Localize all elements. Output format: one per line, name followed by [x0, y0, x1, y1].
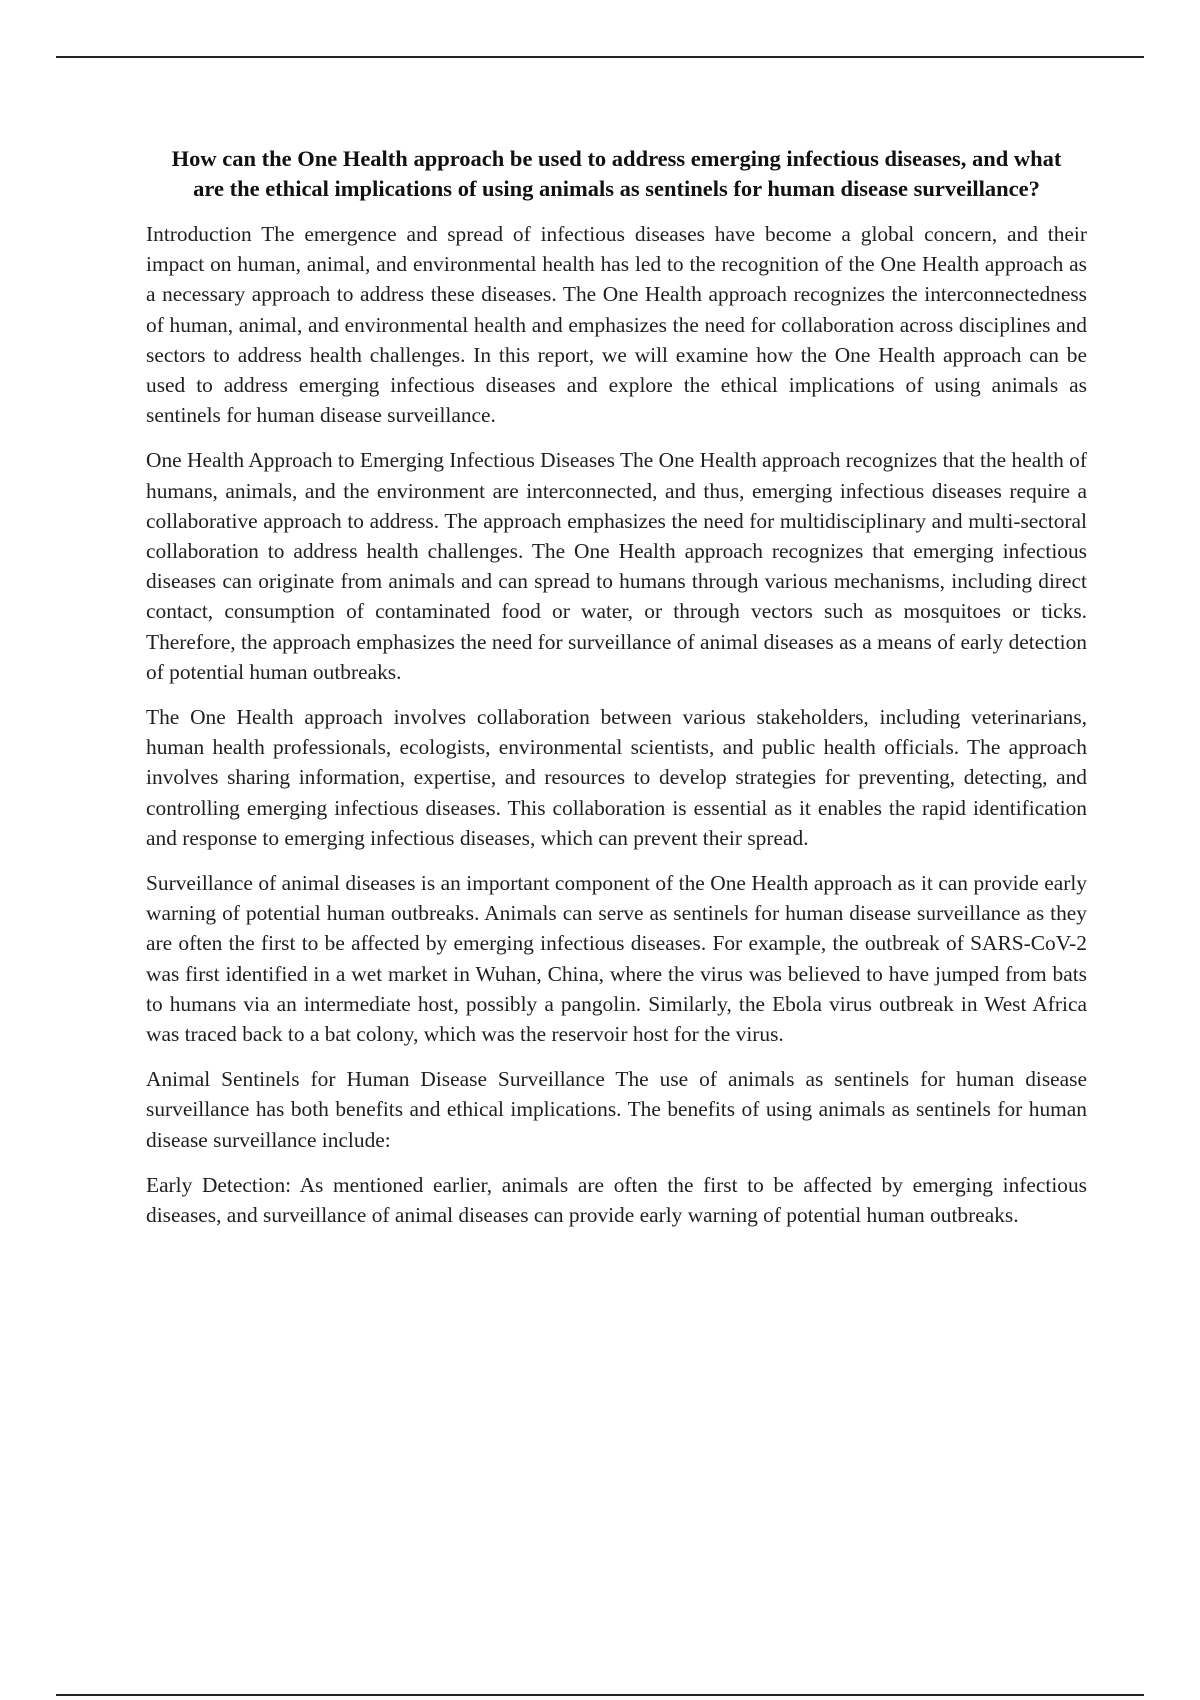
bottom-rule [56, 1694, 1144, 1696]
paragraph-animal-sentinels: Animal Sentinels for Human Disease Surveillance The use of animals as sentinels for human disease surveillance has both benefits and ethical implications. The benefits of using animals as sentinels for human disease surveillance include: [146, 1067, 1087, 1152]
paragraph-introduction: Introduction The emergence and spread of infectious diseases have become a global concern, and their impact on human, animal, and environmental health has led to the recognition of the One Health approach as a necessary approach to address these diseases. The One Health approach recognizes the interconnectedness of human, animal, and environmental health and emphasizes the need for collaboration across disciplines and sectors to address health challenges. In this report, we will examine how the One Health approach can be used to address emerging infectious diseases and explore the ethical implications of using animals as sentinels for human disease surveillance. [146, 222, 1087, 428]
paragraph-one-health-approach: One Health Approach to Emerging Infectious Diseases The One Health approach recognizes that the health of humans, animals, and the environment are interconnected, and thus, emerging infectious diseases require a collaborative approach to address. The approach emphasizes the need for multidisciplinary and multi-sectoral collaboration to address health challenges. The One Health approach recognizes that emerging infectious diseases can originate from animals and can spread to humans through various mechanisms, including direct contact, consumption of contaminated food or water, or through vectors such as mosquitoes or ticks. Therefore, the approach emphasizes the need for surveillance of animal diseases as a means of early detection of potential human outbreaks. [146, 448, 1087, 684]
top-rule [56, 56, 1144, 58]
document-body [146, 144, 1087, 1245]
document-title: How can the One Health approach be used to address emerging infectious diseases, and what are the ethical implications of using animals as sentinels for human disease surveillance? [171, 146, 1062, 201]
paragraph-early-detection: Early Detection: As mentioned earlier, animals are often the first to be affected by emerging infectious diseases, and surveillance of animal diseases can provide early warning of potential human outbreaks. [146, 1172, 1087, 1228]
paragraph-collaboration: The One Health approach involves collaboration between various stakeholders, including veterinarians, human health professionals, ecologists, environmental scientists, and public health officials. The approach involves sharing information, expertise, and resources to develop strategies for preventing, detecting, and controlling emerging infectious diseases. This collaboration is essential as it enables the rapid identification and response to emerging infectious diseases, which can prevent their spread. [146, 705, 1087, 850]
paragraph-surveillance: Surveillance of animal diseases is an important component of the One Health approach as it can provide early warning of potential human outbreaks. Animals can serve as sentinels for human disease surveillance as they are often the first to be affected by emerging infectious diseases. For example, the outbreak of SARS-CoV-2 was first identified in a wet market in Wuhan, China, where the virus was believed to have jumped from bats to humans via an intermediate host, possibly a pangolin. Similarly, the Ebola virus outbreak in West Africa was traced back to a bat colony, which was the reservoir host for the virus. [146, 871, 1087, 1047]
